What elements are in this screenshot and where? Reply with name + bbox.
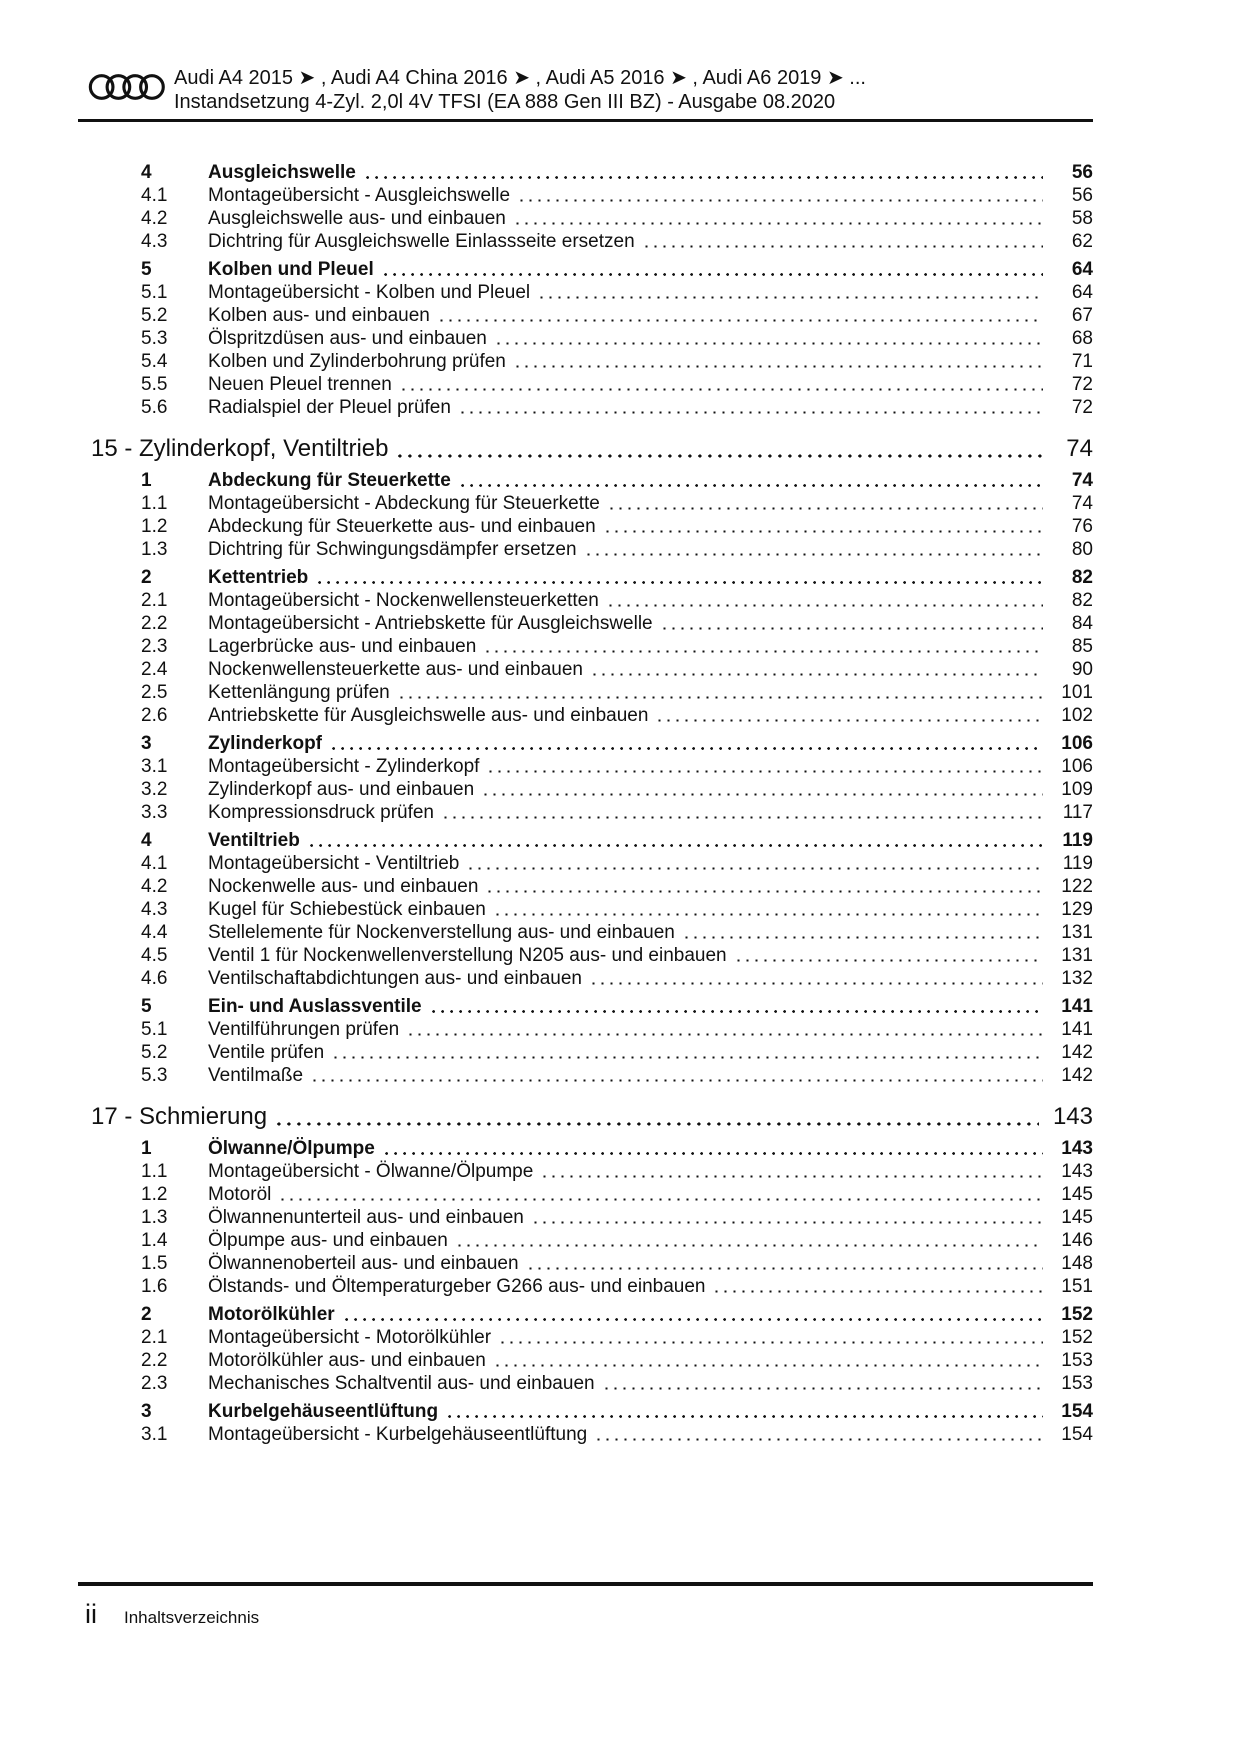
dot-leader	[318, 581, 1043, 584]
toc-page-number: 129	[1061, 899, 1093, 920]
toc-item-row[interactable]	[78, 1183, 1093, 1206]
dot-leader	[592, 982, 1043, 985]
toc-entry-number: 1.2	[141, 516, 168, 537]
toc-group-row[interactable]	[78, 258, 1093, 281]
toc-page-number: 64	[1071, 282, 1093, 303]
toc-entry-title: Kompressionsdruck prüfen	[208, 802, 434, 823]
toc-page-number: 148	[1061, 1253, 1093, 1274]
toc-page-number: 153	[1061, 1350, 1093, 1371]
toc-item-row[interactable]	[78, 852, 1093, 875]
dot-leader	[332, 747, 1043, 750]
toc-entry-title: Montageübersicht - Abdeckung für Steuerkette	[208, 493, 600, 514]
toc-entry-number: 1.2	[141, 1184, 168, 1205]
toc-group-row[interactable]	[78, 566, 1093, 589]
toc-page-number: 80	[1071, 539, 1093, 560]
toc-entry-title: Kolben aus- und einbauen	[208, 305, 430, 326]
toc-entry-number: 5.1	[141, 282, 168, 303]
toc-page-number: 141	[1061, 1019, 1093, 1040]
toc-item-row[interactable]	[78, 1041, 1093, 1064]
toc-entry-title: Montageübersicht - Kurbelgehäuseentlüftung	[208, 1424, 588, 1445]
toc-entry-number: 2.2	[141, 1350, 168, 1371]
toc-entry-number: 4.2	[141, 208, 168, 229]
toc-item-row[interactable]	[78, 230, 1093, 253]
toc-page-number: 143	[1052, 1103, 1093, 1130]
toc-page-number: 153	[1061, 1373, 1093, 1394]
toc-page-number: 119	[1062, 830, 1093, 851]
toc-group-row[interactable]	[78, 161, 1093, 184]
toc-item-row[interactable]	[78, 1206, 1093, 1229]
toc-group-row[interactable]	[78, 469, 1093, 492]
toc-item-row[interactable]	[78, 801, 1093, 824]
dot-leader	[400, 696, 1043, 699]
toc-item-row[interactable]	[78, 635, 1093, 658]
toc-item-row[interactable]	[78, 681, 1093, 704]
footer-line	[78, 1599, 1093, 1629]
toc-entry-title: Ventile prüfen	[208, 1042, 325, 1063]
toc-page-number: 71	[1071, 351, 1093, 372]
toc-item-row[interactable]	[78, 1064, 1093, 1087]
dot-leader	[432, 1010, 1043, 1013]
toc-page-number: 154	[1061, 1424, 1093, 1445]
toc-group-row[interactable]	[78, 732, 1093, 755]
toc-page-number: 76	[1071, 516, 1093, 537]
toc-page-number: 82	[1071, 567, 1093, 588]
dot-leader	[461, 411, 1043, 414]
toc-page-number: 82	[1071, 590, 1093, 611]
toc-chapter-title: 17 - Schmierung	[91, 1103, 268, 1130]
dot-leader	[444, 816, 1043, 819]
toc-entry-title: Ventilschaftabdichtungen aus- und einbauen	[208, 968, 582, 989]
toc-entry-title: Montageübersicht - Ventiltrieb	[208, 853, 460, 874]
toc-page-number: 143	[1061, 1138, 1093, 1159]
toc-entry-title: Kettenlängung prüfen	[208, 682, 390, 703]
dot-leader	[597, 1438, 1043, 1441]
toc-entry-title: Motorölkühler	[208, 1304, 335, 1325]
toc-entry-title: Montageübersicht - Zylinderkopf	[208, 756, 480, 777]
toc-page-number: 154	[1061, 1401, 1093, 1422]
dot-leader	[469, 867, 1043, 870]
dot-leader	[402, 388, 1043, 391]
toc-entry-number: 1.6	[141, 1276, 168, 1297]
toc-entry-number: 1.1	[141, 1161, 168, 1182]
toc-entry-number: 4.3	[141, 899, 168, 920]
toc-entry-number: 2	[141, 1304, 152, 1325]
toc-entry-title: Montageübersicht - Ausgleichswelle	[208, 185, 511, 206]
toc-page-number: 152	[1061, 1304, 1093, 1325]
toc-entry-title: Ausgleichswelle aus- und einbauen	[208, 208, 506, 229]
dot-leader	[496, 1364, 1043, 1367]
toc-entry-number: 3.3	[141, 802, 168, 823]
toc-entry-number: 1.5	[141, 1253, 168, 1274]
toc-item-row[interactable]	[78, 1018, 1093, 1041]
dot-leader	[593, 673, 1043, 676]
toc-entry-title: Ölstands- und Öltemperaturgeber G266 aus- und einbauen	[208, 1276, 706, 1297]
toc-entry-number: 4.3	[141, 231, 168, 252]
toc-entry-number: 1.4	[141, 1230, 168, 1251]
toc-page-number: 72	[1071, 397, 1093, 418]
dot-leader	[543, 1175, 1043, 1178]
dot-leader	[663, 627, 1043, 630]
toc-page-number: 152	[1061, 1327, 1093, 1348]
toc-entry-number: 3.2	[141, 779, 168, 800]
toc-entry-title: Montageübersicht - Antriebskette für Ausgleichswelle	[208, 613, 653, 634]
toc-entry-title: Abdeckung für Steuerkette	[208, 470, 451, 491]
dot-leader	[497, 342, 1043, 345]
dot-leader	[501, 1341, 1043, 1344]
toc-entry-title: Neuen Pleuel trennen	[208, 374, 392, 395]
toc-item-row[interactable]	[78, 658, 1093, 681]
toc-entry-title: Montageübersicht - Ölwanne/Ölpumpe	[208, 1161, 534, 1182]
toc-item-row[interactable]	[78, 898, 1093, 921]
dot-leader	[737, 959, 1043, 962]
toc-item-row[interactable]	[78, 304, 1093, 327]
toc-page-number: 151	[1061, 1276, 1093, 1297]
toc-entry-number: 2.1	[141, 590, 168, 611]
toc-page-number: 58	[1071, 208, 1093, 229]
toc-entry-number: 5.2	[141, 1042, 168, 1063]
dot-leader	[384, 273, 1043, 276]
toc-entry-title: Nockenwelle aus- und einbauen	[208, 876, 479, 897]
toc-page-number: 85	[1071, 636, 1093, 657]
toc-item-row[interactable]	[78, 1349, 1093, 1372]
dot-leader	[645, 245, 1043, 248]
toc-item-row[interactable]	[78, 1160, 1093, 1183]
toc-item-row[interactable]	[78, 1275, 1093, 1298]
toc-entry-number: 3.1	[141, 756, 168, 777]
dot-leader	[398, 454, 1043, 458]
dot-leader	[448, 1415, 1043, 1418]
toc-item-row[interactable]	[78, 373, 1093, 396]
dot-leader	[484, 793, 1043, 796]
dot-leader	[496, 913, 1043, 916]
dot-leader	[606, 530, 1043, 533]
toc-item-row[interactable]	[78, 281, 1093, 304]
toc-entry-number: 2.2	[141, 613, 168, 634]
header-title-line: Instandsetzung 4-Zyl. 2,0l 4V TFSI (EA 888 Gen III BZ) - Ausgabe 08.2020	[174, 91, 836, 113]
toc-item-row[interactable]	[78, 396, 1093, 419]
dot-leader	[587, 553, 1043, 556]
dot-leader	[516, 365, 1043, 368]
toc-entry-number: 5.3	[141, 1065, 168, 1086]
toc-entry-number: 4.1	[141, 185, 168, 206]
toc-item-row[interactable]	[78, 921, 1093, 944]
document-header	[78, 66, 1093, 114]
toc-entry-number: 5.1	[141, 1019, 168, 1040]
toc-entry-title: Mechanisches Schaltventil aus- und einbauen	[208, 1373, 595, 1394]
toc-page-number: 67	[1071, 305, 1093, 326]
toc-item-row[interactable]	[78, 755, 1093, 778]
toc-page-number: 141	[1061, 996, 1093, 1017]
toc-entry-title: Ventilführungen prüfen	[208, 1019, 400, 1040]
toc-page-number: 102	[1061, 705, 1093, 726]
table-of-contents	[78, 161, 1093, 1446]
toc-item-row[interactable]	[78, 1423, 1093, 1446]
toc-item-row[interactable]	[78, 778, 1093, 801]
dot-leader	[486, 650, 1043, 653]
dot-leader	[345, 1318, 1043, 1321]
toc-entry-number: 1.3	[141, 539, 168, 560]
dot-leader	[385, 1152, 1043, 1155]
dot-leader	[516, 222, 1043, 225]
toc-entry-title: Ölwannenunterteil aus- und einbauen	[208, 1207, 524, 1228]
toc-chapter-row[interactable]	[78, 434, 1093, 464]
toc-page-number: 74	[1066, 435, 1093, 462]
toc-page-number: 146	[1061, 1230, 1093, 1251]
toc-entry-title: Zylinderkopf aus- und einbauen	[208, 779, 475, 800]
toc-entry-number: 2.3	[141, 636, 168, 657]
dot-leader	[658, 719, 1043, 722]
toc-page-number: 142	[1061, 1065, 1093, 1086]
toc-entry-title: Montageübersicht - Nockenwellensteuerketten	[208, 590, 599, 611]
toc-entry-title: Abdeckung für Steuerkette aus- und einbauen	[208, 516, 596, 537]
toc-entry-title: Ausgleichswelle	[208, 162, 356, 183]
toc-page-number: 84	[1071, 613, 1093, 634]
header-model-line: Audi A4 2015 ➤ , Audi A4 China 2016 ➤ , Audi A5 2016 ➤ , Audi A6 2019 ➤ ...	[174, 67, 866, 89]
toc-page-number: 119	[1062, 853, 1093, 874]
dot-leader	[534, 1221, 1043, 1224]
dot-leader	[610, 507, 1043, 510]
toc-page-number: 72	[1071, 374, 1093, 395]
toc-page-number: 117	[1062, 802, 1093, 823]
toc-page-number: 132	[1061, 968, 1093, 989]
toc-entry-number: 3	[141, 733, 152, 754]
toc-page-number: 122	[1061, 876, 1093, 897]
toc-page-number: 74	[1071, 470, 1093, 491]
toc-entry-number: 5	[141, 259, 152, 280]
toc-entry-title: Kurbelgehäuseentlüftung	[208, 1401, 439, 1422]
toc-entry-title: Ölspritzdüsen aus- und einbauen	[208, 328, 487, 349]
toc-page-number: 56	[1071, 185, 1093, 206]
toc-page-number: 74	[1071, 493, 1093, 514]
header-rule	[78, 119, 1093, 122]
dot-leader	[461, 484, 1043, 487]
dot-leader	[313, 1079, 1043, 1082]
toc-entry-number: 5.6	[141, 397, 168, 418]
toc-entry-title: Kolben und Zylinderbohrung prüfen	[208, 351, 506, 372]
toc-page-number: 101	[1061, 682, 1093, 703]
dot-leader	[520, 199, 1043, 202]
footer-page-number: ii	[85, 1598, 97, 1629]
toc-entry-number: 1.3	[141, 1207, 168, 1228]
toc-page-number: 62	[1071, 231, 1093, 252]
toc-group-row[interactable]	[78, 1400, 1093, 1423]
toc-group-row[interactable]	[78, 995, 1093, 1018]
toc-page-number: 145	[1061, 1184, 1093, 1205]
toc-entry-number: 4.2	[141, 876, 168, 897]
toc-item-row[interactable]	[78, 184, 1093, 207]
toc-entry-title: Zylinderkopf	[208, 733, 323, 754]
toc-group-row[interactable]	[78, 1137, 1093, 1160]
dot-leader	[605, 1387, 1043, 1390]
dot-leader	[281, 1198, 1043, 1201]
toc-entry-number: 1	[141, 470, 152, 491]
toc-entry-title: Kolben und Pleuel	[208, 259, 374, 280]
toc-item-row[interactable]	[78, 875, 1093, 898]
audi-rings-icon	[88, 72, 166, 102]
toc-page-number: 143	[1061, 1161, 1093, 1182]
toc-page-number: 64	[1071, 259, 1093, 280]
toc-entry-title: Ölwannenoberteil aus- und einbauen	[208, 1253, 519, 1274]
toc-entry-number: 4	[141, 162, 152, 183]
toc-entry-number: 4.4	[141, 922, 168, 943]
toc-entry-title: Ölwanne/Ölpumpe	[208, 1138, 375, 1159]
toc-entry-number: 2.1	[141, 1327, 168, 1348]
dot-leader	[489, 770, 1043, 773]
header-text-block	[174, 66, 866, 114]
toc-entry-title: Dichtring für Ausgleichswelle Einlassseite ersetzen	[208, 231, 635, 252]
toc-item-row[interactable]	[78, 207, 1093, 230]
toc-page-number: 145	[1061, 1207, 1093, 1228]
toc-entry-title: Motoröl	[208, 1184, 272, 1205]
toc-entry-title: Montageübersicht - Motorölkühler	[208, 1327, 492, 1348]
toc-page-number: 109	[1061, 779, 1093, 800]
toc-entry-number: 2.5	[141, 682, 168, 703]
toc-page-number: 106	[1061, 733, 1093, 754]
toc-item-row[interactable]	[78, 967, 1093, 990]
toc-item-row[interactable]	[78, 327, 1093, 350]
dot-leader	[715, 1290, 1043, 1293]
toc-entry-title: Ventilmaße	[208, 1065, 304, 1086]
toc-item-row[interactable]	[78, 1326, 1093, 1349]
toc-entry-number: 2.3	[141, 1373, 168, 1394]
dot-leader	[277, 1122, 1039, 1126]
dot-leader	[366, 176, 1043, 179]
toc-entry-number: 2.6	[141, 705, 168, 726]
toc-page-number: 131	[1061, 945, 1093, 966]
toc-entry-title: Kettentrieb	[208, 567, 309, 588]
toc-item-row[interactable]	[78, 944, 1093, 967]
dot-leader	[488, 890, 1043, 893]
toc-item-row[interactable]	[78, 1372, 1093, 1395]
toc-entry-title: Ein- und Auslassventile	[208, 996, 422, 1017]
toc-entry-number: 5.3	[141, 328, 168, 349]
dot-leader	[409, 1033, 1043, 1036]
dot-leader	[440, 319, 1043, 322]
footer-section-label: Inhaltsverzeichnis	[124, 1607, 260, 1627]
toc-entry-title: Montageübersicht - Kolben und Pleuel	[208, 282, 531, 303]
toc-item-row[interactable]	[78, 589, 1093, 612]
toc-item-row[interactable]	[78, 515, 1093, 538]
toc-entry-title: Antriebskette für Ausgleichswelle aus- und einbauen	[208, 705, 649, 726]
toc-entry-title: Nockenwellensteuerkette aus- und einbauen	[208, 659, 583, 680]
toc-page-number: 56	[1071, 162, 1093, 183]
toc-chapter-row[interactable]	[78, 1102, 1093, 1132]
dot-leader	[540, 296, 1043, 299]
toc-entry-number: 5.4	[141, 351, 168, 372]
toc-entry-number: 4.1	[141, 853, 168, 874]
toc-entry-number: 5.5	[141, 374, 168, 395]
toc-item-row[interactable]	[78, 1252, 1093, 1275]
toc-entry-number: 2	[141, 567, 152, 588]
toc-item-row[interactable]	[78, 1229, 1093, 1252]
toc-item-row[interactable]	[78, 612, 1093, 635]
toc-entry-title: Ventil 1 für Nockenwellenverstellung N205 aus- und einbauen	[208, 945, 727, 966]
toc-entry-title: Radialspiel der Pleuel prüfen	[208, 397, 451, 418]
toc-entry-number: 1	[141, 1138, 152, 1159]
toc-chapter-title: 15 - Zylinderkopf, Ventiltrieb	[91, 435, 389, 462]
toc-entry-title: Motorölkühler aus- und einbauen	[208, 1350, 486, 1371]
toc-group-row[interactable]	[78, 829, 1093, 852]
toc-entry-number: 4.5	[141, 945, 168, 966]
dot-leader	[609, 604, 1043, 607]
toc-entry-number: 3	[141, 1401, 152, 1422]
toc-entry-title: Ventiltrieb	[208, 830, 300, 851]
toc-page-number: 106	[1061, 756, 1093, 777]
toc-group-row[interactable]	[78, 1303, 1093, 1326]
toc-item-row[interactable]	[78, 538, 1093, 561]
toc-entry-number: 1.1	[141, 493, 168, 514]
toc-entry-number: 5	[141, 996, 152, 1017]
toc-entry-title: Dichtring für Schwingungsdämpfer ersetzen	[208, 539, 577, 560]
toc-item-row[interactable]	[78, 350, 1093, 373]
toc-entry-number: 2.4	[141, 659, 168, 680]
footer-rule	[78, 1582, 1093, 1586]
dot-leader	[310, 844, 1043, 847]
toc-entry-title: Ölpumpe aus- und einbauen	[208, 1230, 448, 1251]
dot-leader	[334, 1056, 1043, 1059]
toc-entry-title: Lagerbrücke aus- und einbauen	[208, 636, 477, 657]
toc-entry-number: 3.1	[141, 1424, 168, 1445]
toc-entry-number: 4.6	[141, 968, 168, 989]
document-footer	[78, 1582, 1093, 1629]
toc-entry-title: Stellelemente für Nockenverstellung aus- und einbauen	[208, 922, 675, 943]
toc-entry-number: 4	[141, 830, 152, 851]
toc-item-row[interactable]	[78, 492, 1093, 515]
toc-page-number: 131	[1061, 922, 1093, 943]
toc-page-number: 142	[1061, 1042, 1093, 1063]
dot-leader	[685, 936, 1043, 939]
toc-entry-title: Kugel für Schiebestück einbauen	[208, 899, 486, 920]
toc-page-number: 90	[1071, 659, 1093, 680]
dot-leader	[458, 1244, 1043, 1247]
dot-leader	[529, 1267, 1043, 1270]
toc-entry-number: 5.2	[141, 305, 168, 326]
toc-page-number: 68	[1071, 328, 1093, 349]
toc-item-row[interactable]	[78, 704, 1093, 727]
